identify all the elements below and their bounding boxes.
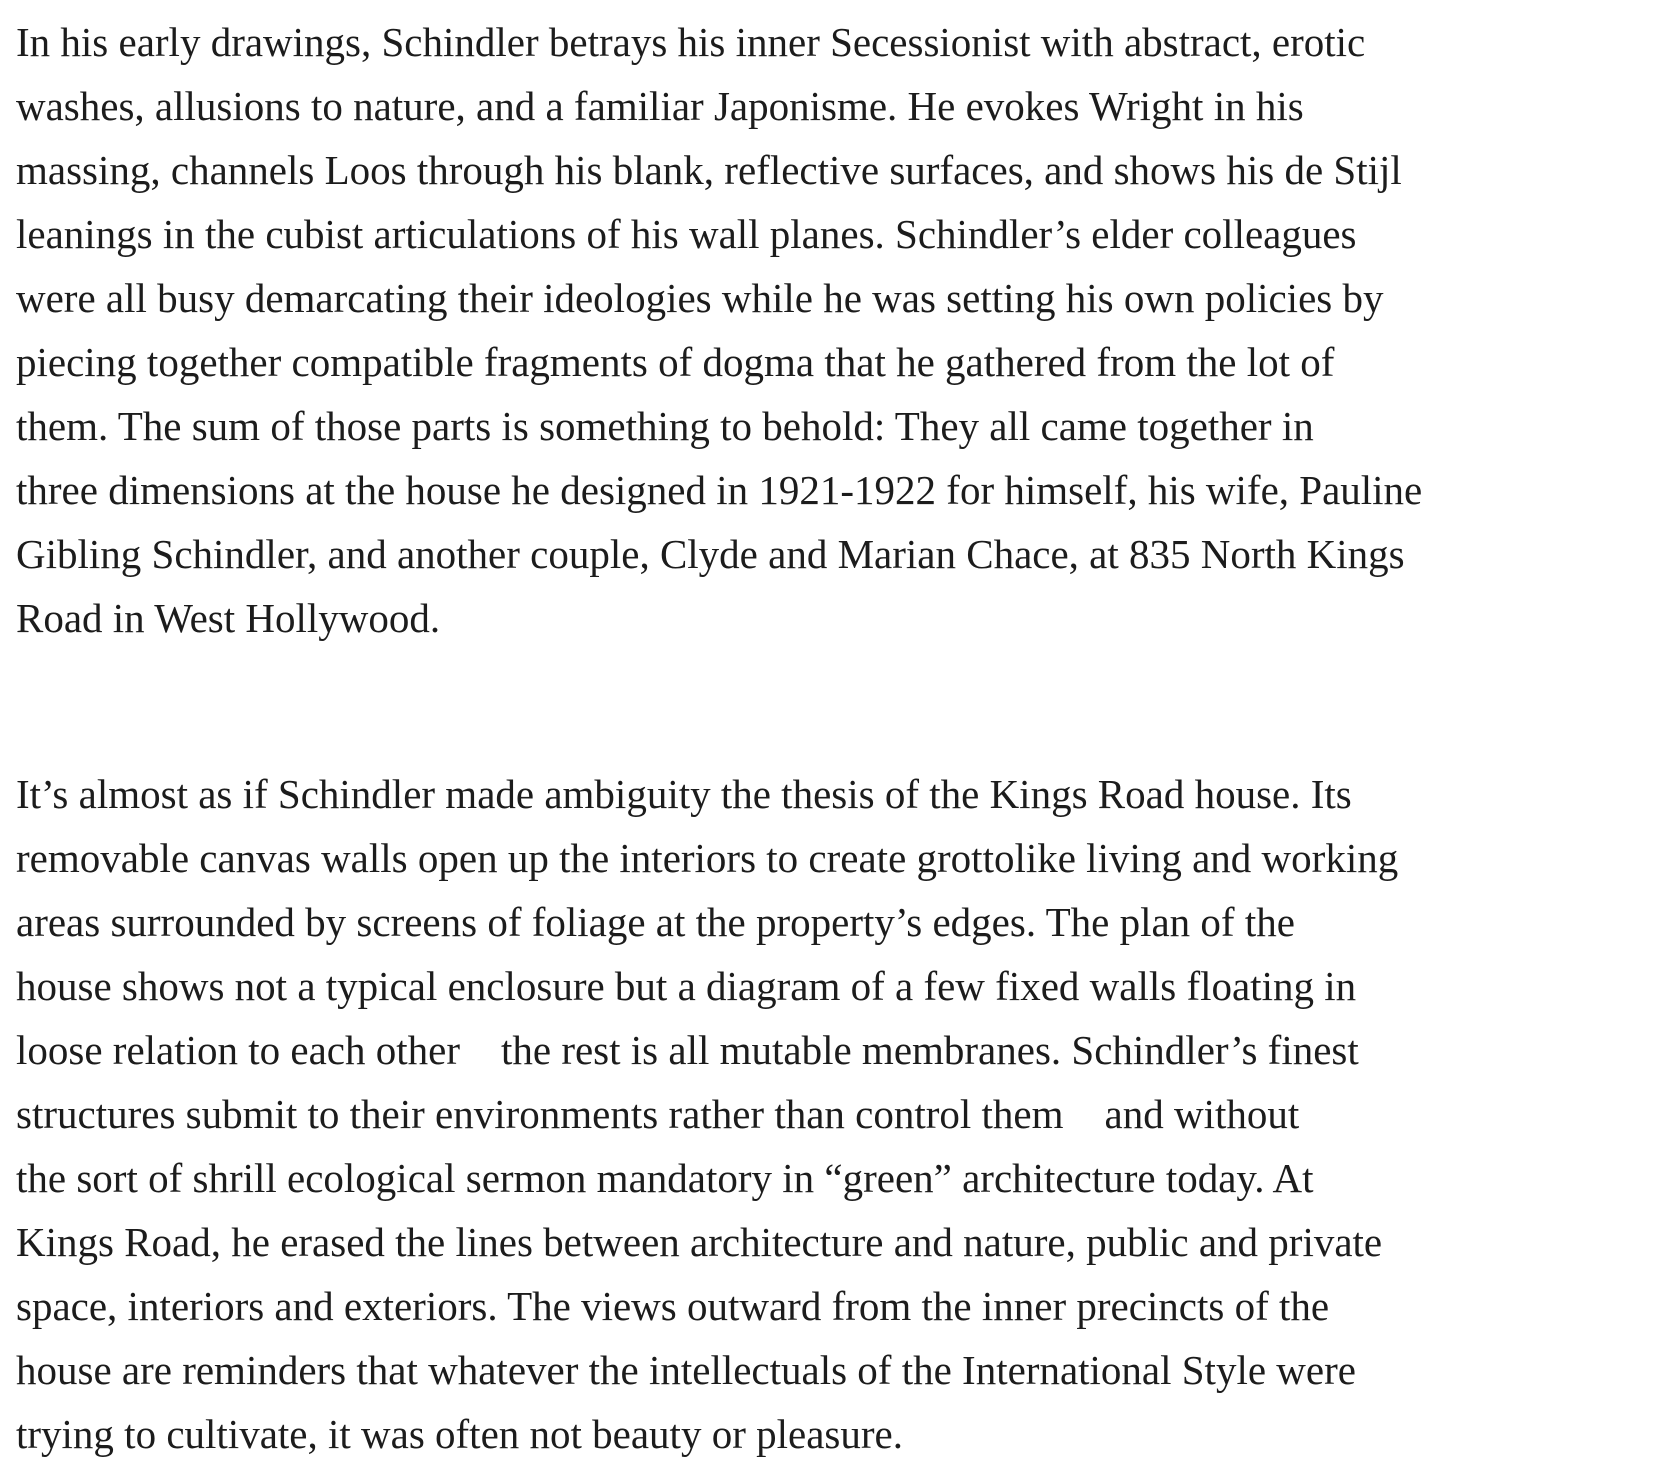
article-body xyxy=(16,10,1616,1466)
paragraph-line: massing, channels Loos through his blank, reflective surfaces, and shows his de Stijl xyxy=(16,147,1402,193)
paragraph-line: the sort of shrill ecological sermon mandatory in “green” architecture today. At xyxy=(16,1155,1314,1201)
paragraph-line: them. The sum of those parts is something to behold: They all came together in xyxy=(16,403,1314,449)
paragraph-line: loose relation to each other the rest is all mutable membranes. Schindler’s finest xyxy=(16,1027,1359,1073)
paragraph-line: It’s almost as if Schindler made ambiguity the thesis of the Kings Road house. Its xyxy=(16,771,1352,817)
paragraph-line: three dimensions at the house he designed in 1921-1922 for himself, his wife, Pauline xyxy=(16,467,1423,513)
paragraph-line: space, interiors and exteriors. The views outward from the inner precincts of the xyxy=(16,1283,1330,1329)
paragraph-line: Road in West Hollywood. xyxy=(16,595,441,641)
paragraph-line: piecing together compatible fragments of dogma that he gathered from the lot of xyxy=(16,339,1335,385)
paragraph-line: structures submit to their environments rather than control them and without xyxy=(16,1091,1300,1137)
paragraph-line: leanings in the cubist articulations of his wall planes. Schindler’s elder colleagues xyxy=(16,211,1357,257)
paragraph-2 xyxy=(16,762,1616,1466)
paragraph-line: removable canvas walls open up the interiors to create grottolike living and working xyxy=(16,835,1399,881)
paragraph-line: areas surrounded by screens of foliage at the property’s edges. The plan of the xyxy=(16,899,1295,945)
paragraph-line: trying to cultivate, it was often not beauty or pleasure. xyxy=(16,1411,903,1457)
paragraph-line: washes, allusions to nature, and a familiar Japonisme. He evokes Wright in his xyxy=(16,83,1304,129)
paragraph-line: were all busy demarcating their ideologies while he was setting his own policies by xyxy=(16,275,1384,321)
paragraph-line: house shows not a typical enclosure but a diagram of a few fixed walls floating in xyxy=(16,963,1357,1009)
paragraph-spacer xyxy=(16,650,1616,762)
paragraph-line: Gibling Schindler, and another couple, Clyde and Marian Chace, at 835 North Kings xyxy=(16,531,1405,577)
paragraph-1 xyxy=(16,10,1616,650)
paragraph-line: house are reminders that whatever the intellectuals of the International Style were xyxy=(16,1347,1356,1393)
paragraph-line: Kings Road, he erased the lines between architecture and nature, public and private xyxy=(16,1219,1383,1265)
paragraph-line: In his early drawings, Schindler betrays his inner Secessionist with abstract, erotic xyxy=(16,19,1366,65)
